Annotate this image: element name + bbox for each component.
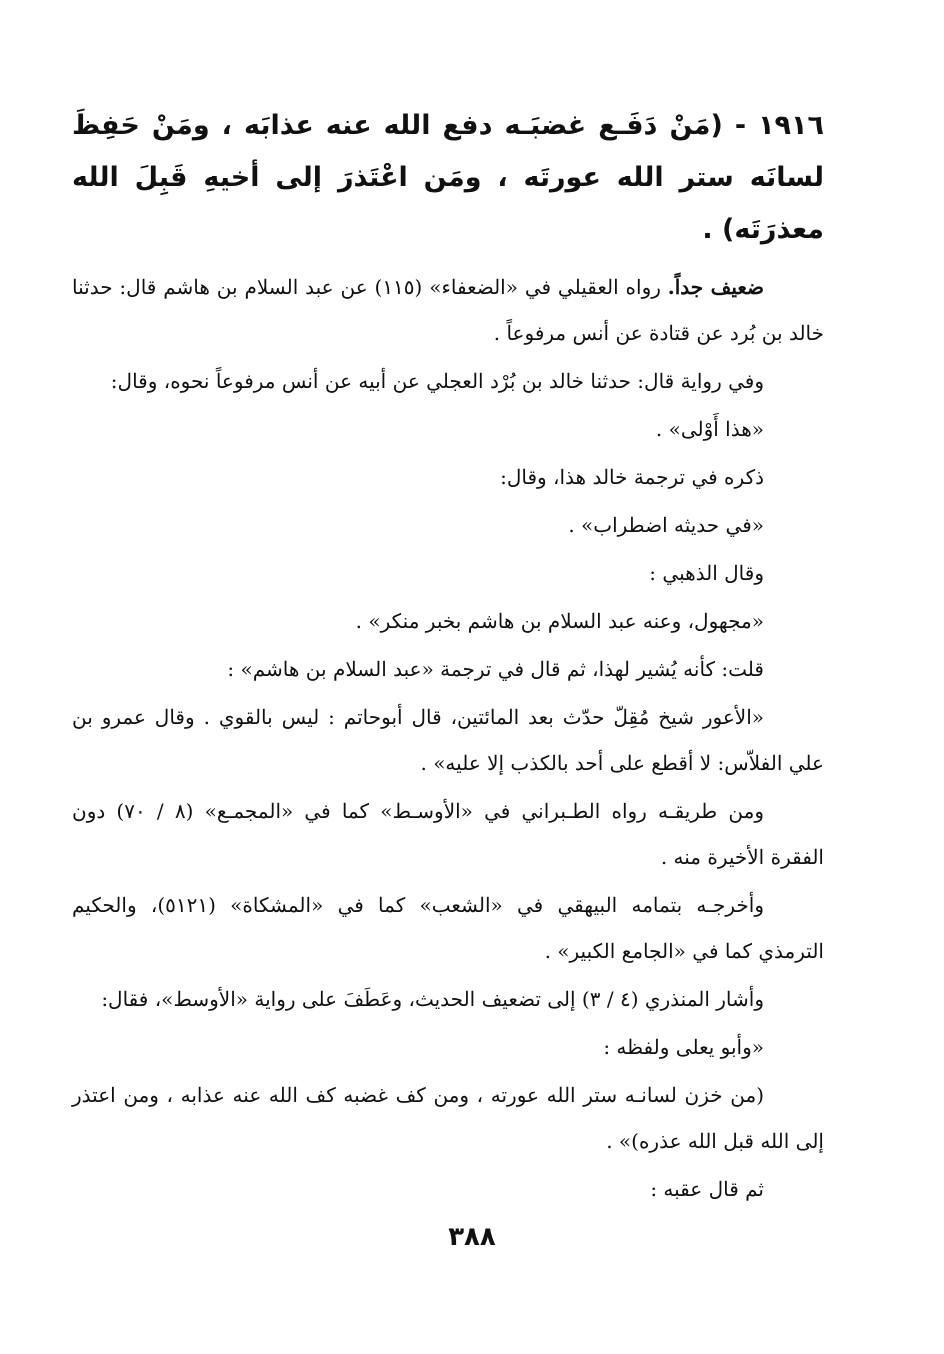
paragraph xyxy=(72,358,824,404)
paragraph xyxy=(72,454,824,500)
paragraph xyxy=(72,1072,824,1164)
paragraph xyxy=(72,1166,824,1212)
paragraph-text: ذكره في ترجمة خالد هذا، وقال: xyxy=(500,465,764,489)
hadith-text: - (مَنْ دَفَـع غضبَـه دفع الله عنه عذابَه ، ومَنْ حَفِظَ لسانَه ستر الله عورتَه ، ومَن اعْتَذرَ إلى أخيهِ قَبِلَ الله معذرَتَه) . xyxy=(72,110,824,245)
page-number: ٣٨٨ xyxy=(448,1222,496,1252)
paragraph xyxy=(72,882,824,974)
hadith-heading xyxy=(72,100,824,256)
paragraph-text: وأشار المنذري (٤ / ٣) إلى تضعيف الحديث، وعَطَفَ على رواية «الأوسط»، فقال: xyxy=(101,987,764,1011)
paragraph-text: وقال الذهبي : xyxy=(649,561,764,585)
paragraph-grading xyxy=(72,264,824,356)
paragraph xyxy=(72,694,824,786)
paragraph xyxy=(72,406,824,452)
paragraph xyxy=(72,502,824,548)
paragraph-text: قلت: كأنه يُشير لهذا، ثم قال في ترجمة «عبد السلام بن هاشم» : xyxy=(227,657,764,681)
paragraph xyxy=(72,976,824,1022)
paragraph xyxy=(72,1024,824,1070)
paragraph-text: ومن طريقـه رواه الطـبراني في «الأوسـط» كما في «المجمـع» (٨ / ٧٠) دون الفقرة الأخيرة منه . xyxy=(72,799,824,869)
paragraph-text: «في حديثه اضطراب» . xyxy=(568,513,764,537)
hadith-number: ١٩١٦ xyxy=(758,110,824,141)
paragraph-text: وفي رواية قال: حدثنا خالد بن بُرْد العجلي عن أبيه عن أنس مرفوعاً نحوه، وقال: xyxy=(110,369,764,393)
paragraph-text: ثم قال عقبه : xyxy=(650,1177,764,1201)
paragraph xyxy=(72,646,824,692)
grading-lead: ضعيف جداً. xyxy=(667,275,764,299)
paragraph-text: «مجهول، وعنه عبد السلام بن هاشم بخبر منكر» . xyxy=(355,609,764,633)
paragraph-text: رواه العقيلي في «الضعفاء» (١١٥) عن عبد السلام بن هاشم قال: حدثنا خالد بن بُرد عن قتادة عن أنس مرفوعاً . xyxy=(72,275,824,345)
paragraph xyxy=(72,550,824,596)
paragraph-text: «هذا أَوْلى» . xyxy=(655,417,764,441)
paragraph-text: (من خزن لسانـه ستر الله عورته ، ومن كف غضبه كف الله عنه عذابه ، ومن اعتذر إلى الله قبل الله عذره)» . xyxy=(72,1083,824,1153)
paragraph-text: «وأبو يعلى ولفظه : xyxy=(603,1035,764,1059)
page-body xyxy=(72,100,824,1214)
paragraph xyxy=(72,598,824,644)
paragraph xyxy=(72,788,824,880)
paragraph-text: وأخرجـه بتمامه البيهقي في «الشعب» كما في «المشكاة» (٥١٢١)، والحكيم الترمذي كما في «الجامع الكبير» . xyxy=(72,893,824,963)
paragraph-text: «الأعور شيخ مُقِلّ حدّث بعد المائتين، قال أبوحاتم : ليس بالقوي . وقال عمرو بن علي الفلاّس: لا أقطع على أحد بالكذب إلا عليه» . xyxy=(72,705,824,775)
